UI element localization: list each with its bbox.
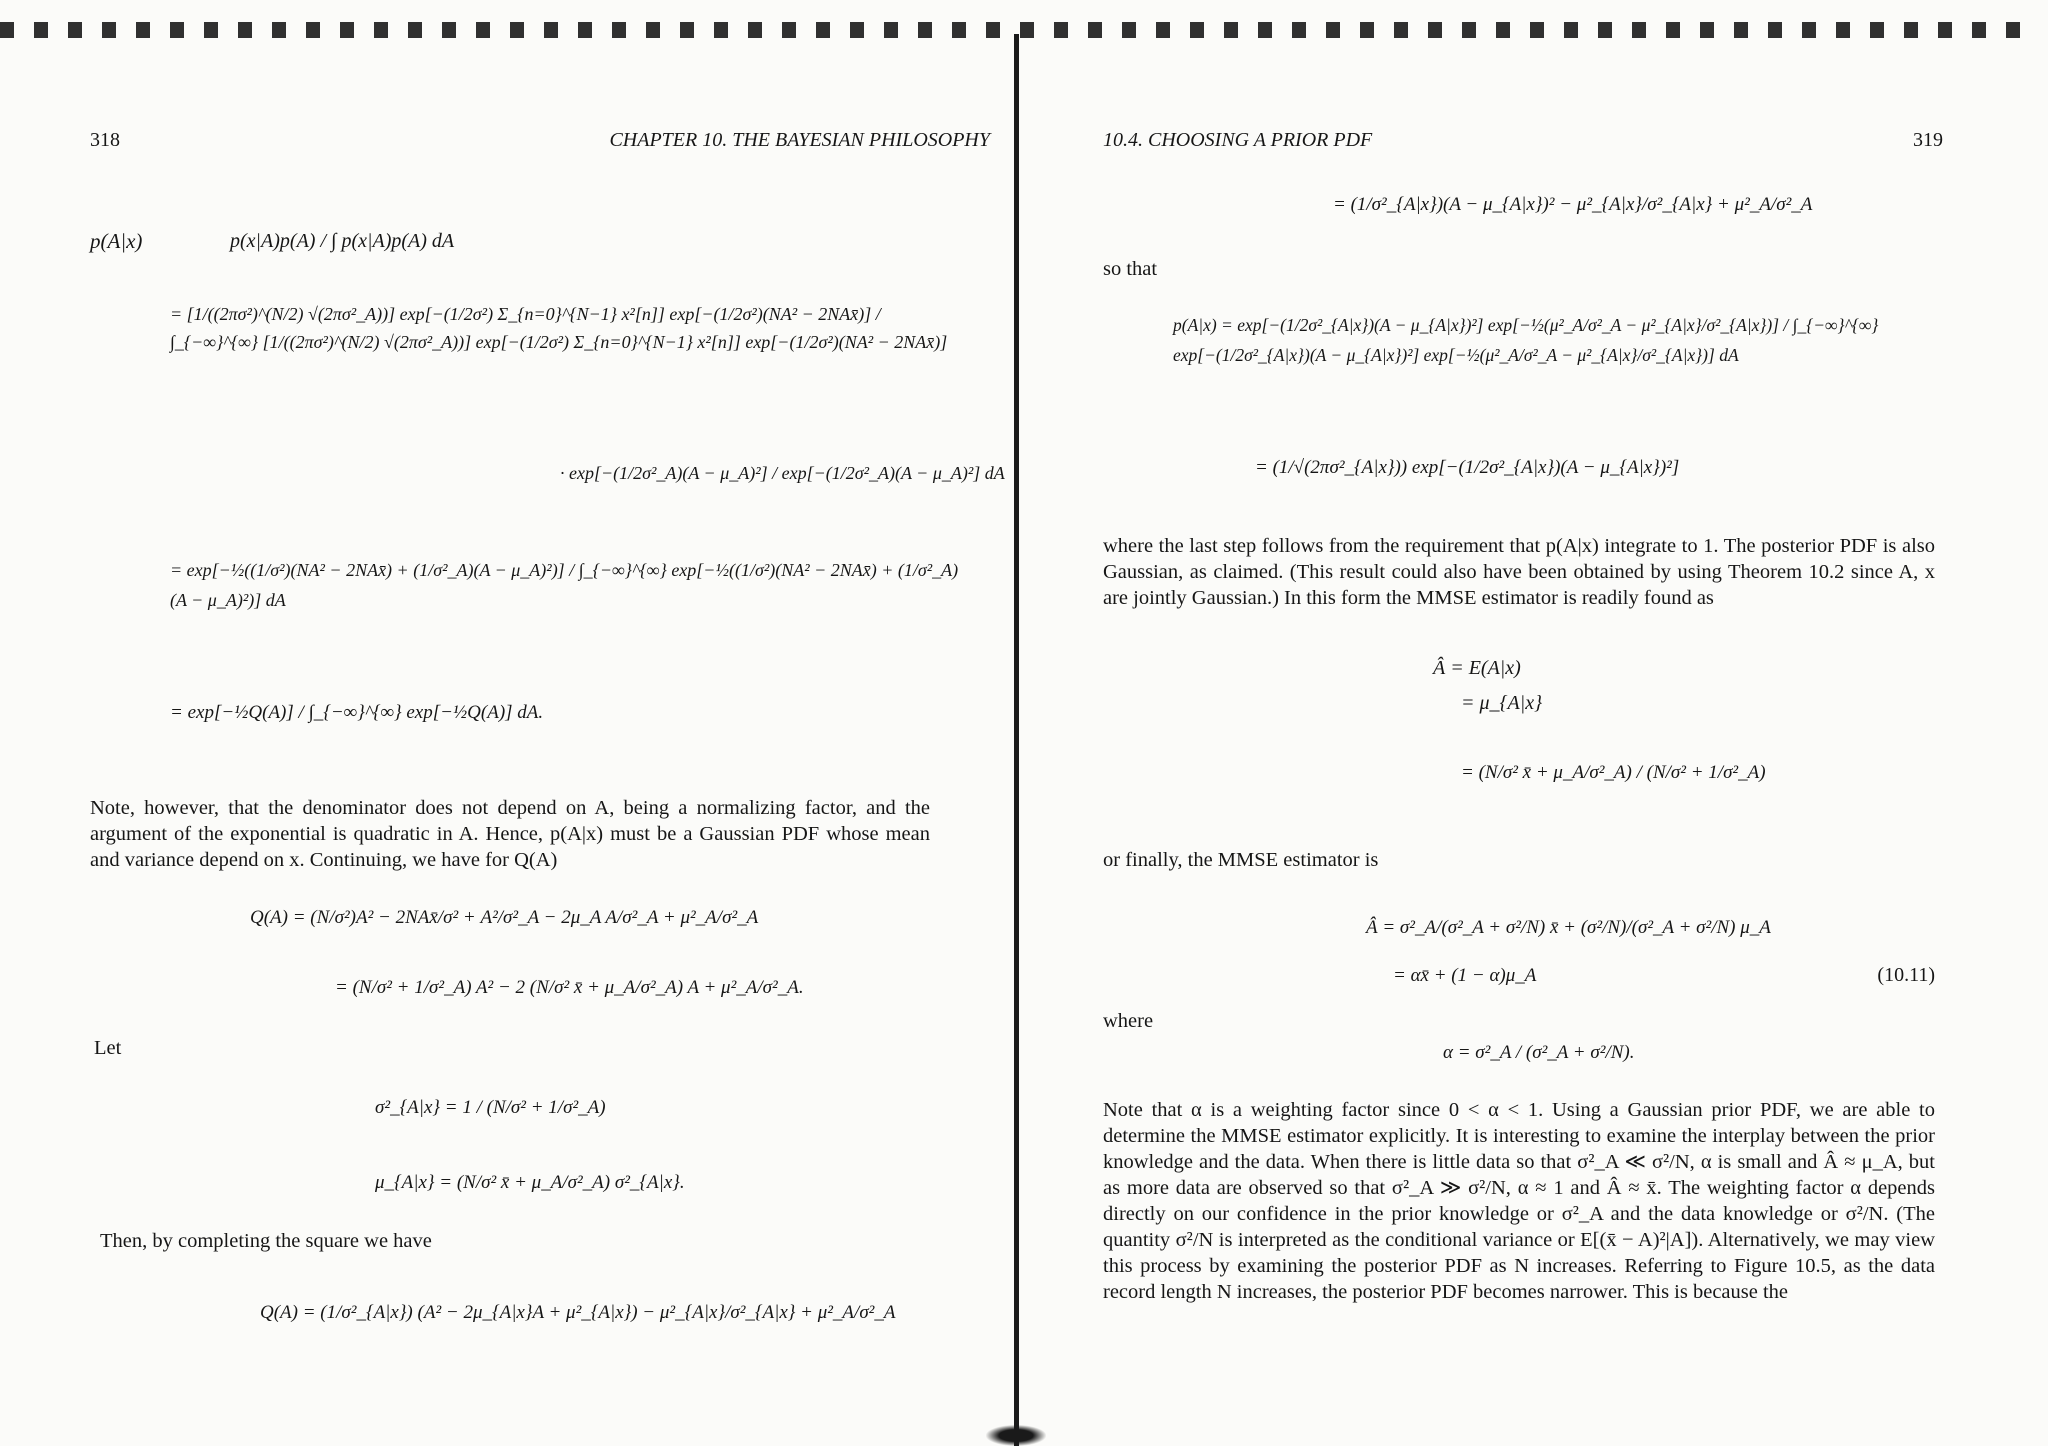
where-label: where	[1103, 1010, 1154, 1032]
equation-step3: = exp[−½Q(A)] / ∫_{−∞}^{∞} exp[−½Q(A)] dA.	[170, 702, 544, 723]
paragraph-final: Note that α is a weighting factor since 0 < α < 1. Using a Gaussian prior PDF, we are able to determine the MMSE estimator explicitly. It is interesting to examine the interplay between the prior knowledge and the data. When there is little data so that σ²_A ≪ σ²/N, α is small and Â ≈ μ_A, but as more data are observed so that σ²_A ≫ σ²/N, α ≈ 1 and Â ≈ x̄. The weighting factor α depends directly on our confidence in the prior knowledge or σ²_A and the data knowledge or σ²/N. (The quantity σ²/N is interpreted as the conditional variance or E[(x̄ − A)²|A]). Alternatively, we may view this process by examining the posterior PDF as N increases. Referring to Figure 10.5, as the data record length N increases, the posterior PDF becomes narrower. This is because the	[1103, 1099, 1935, 1303]
so-that-label: so that	[1103, 258, 1158, 280]
page-number: 318	[90, 129, 120, 151]
equation-sigma-posterior: σ²_{A|x} = 1 / (N/σ² + 1/σ²_A)	[375, 1097, 606, 1118]
equation-posterior-rhs: p(x|A)p(A) / ∫ p(x|A)p(A) dA	[230, 230, 455, 252]
equation-Q4: = (1/σ²_{A|x})(A − μ_{A|x})² − μ²_{A|x}/σ²_{A|x} + μ²_A/σ²_A	[1333, 194, 1813, 215]
running-head: 10.4. CHOOSING A PRIOR PDF	[1103, 129, 1373, 151]
equation-final2: = αx̄ + (1 − α)μ_A	[1393, 965, 1537, 986]
page-number: 319	[1913, 129, 1943, 151]
equation-step1-continued: · exp[−(1/2σ²_A)(A − μ_A)²] / exp[−(1/2σ²_A)(A − μ_A)²] dA	[560, 463, 1005, 483]
equation-Ahat3: = (N/σ² x̄ + μ_A/σ²_A) / (N/σ² + 1/σ²_A)	[1461, 762, 1766, 783]
equation-posterior-gaussian: p(A|x) = exp[−(1/2σ²_{A|x})(A − μ_{A|x})²] exp[−½(μ²_A/σ²_A − μ²_{A|x}/σ²_{A|x})] / ∫_{−∞}^{∞} exp[−(1/2σ²_{A|x})(A − μ_{A|x})²] exp[−½(μ²_A/σ²_A − μ²_{A|x}/σ²_{A|x})] dA	[1173, 315, 1879, 365]
equation-Ahat2: = μ_{A|x}	[1461, 692, 1543, 714]
equation-Q2: = (N/σ² + 1/σ²_A) A² − 2 (N/σ² x̄ + μ_A/σ²_A) A + μ²_A/σ²_A.	[335, 977, 804, 998]
equation-posterior-normalized: = (1/√(2πσ²_{A|x})) exp[−(1/2σ²_{A|x})(A − μ_{A|x})²]	[1255, 457, 1680, 478]
equation-Q1: Q(A) = (N/σ²)A² − 2NAx̄/σ² + A²/σ²_A − 2μ_A A/σ²_A + μ²_A/σ²_A	[250, 907, 759, 928]
equation-Q3: Q(A) = (1/σ²_{A|x}) (A² − 2μ_{A|x}A + μ²_{A|x}) − μ²_{A|x}/σ²_{A|x} + μ²_A/σ²_A	[260, 1302, 896, 1323]
book-spine	[1014, 34, 1019, 1446]
paragraph-note: Note, however, that the denominator does not depend on A, being a normalizing factor, and the argument of the exponential is quadratic in A. Hence, p(A|x) must be a Gaussian PDF whose mean and variance depend on x. Continuing, we have for Q(A)	[90, 797, 930, 871]
equation-alpha: α = σ²_A / (σ²_A + σ²/N).	[1443, 1042, 1635, 1063]
running-head: CHAPTER 10. THE BAYESIAN PHILOSOPHY	[609, 129, 990, 151]
or-finally-sentence: or finally, the MMSE estimator is	[1103, 849, 1379, 871]
equation-step2: = exp[−½((1/σ²)(NA² − 2NAx̄) + (1/σ²_A)(A − μ_A)²)] / ∫_{−∞}^{∞} exp[−½((1/σ²)(NA² − 2NAx̄) + (1/σ²_A)(A − μ_A)²)] dA	[170, 560, 959, 610]
equation-Ahat1: Â = E(A|x)	[1433, 657, 1521, 679]
equation-step1: = [1/((2πσ²)^(N/2) √(2πσ²_A))] exp[−(1/2σ²) Σ_{n=0}^{N−1} x²[n]] exp[−(1/2σ²)(NA² − 2NAx̄)] / ∫_{−∞}^{∞} [1/((2πσ²)^(N/2) √(2πσ²_A))] exp[−(1/2σ²) Σ_{n=0}^{N−1} x²[n]] exp[−(1/2σ²)(NA² − 2NAx̄)]	[170, 304, 948, 352]
paragraph-gaussian: where the last step follows from the requirement that p(A|x) integrate to 1. The posterior PDF is also Gaussian, as claimed. (This result could also have been obtained by using Theorem 10.2 since A, x are jointly Gaussian.) In this form the MMSE estimator is readily found as	[1103, 535, 1935, 609]
equation-final1: Â = σ²_A/(σ²_A + σ²/N) x̄ + (σ²/N)/(σ²_A + σ²/N) μ_A	[1366, 917, 1771, 938]
equation-mu-posterior: μ_{A|x} = (N/σ² x̄ + μ_A/σ²_A) σ²_{A|x}.	[375, 1172, 685, 1193]
right-page	[1103, 0, 1943, 1446]
left-page	[90, 0, 1005, 1446]
equation-number: (10.11)	[1877, 964, 1935, 986]
let-label: Let	[94, 1037, 122, 1059]
equation-posterior: p(A|x)	[90, 229, 143, 253]
then-sentence: Then, by completing the square we have	[100, 1230, 432, 1252]
spine-shadow	[986, 1425, 1046, 1446]
